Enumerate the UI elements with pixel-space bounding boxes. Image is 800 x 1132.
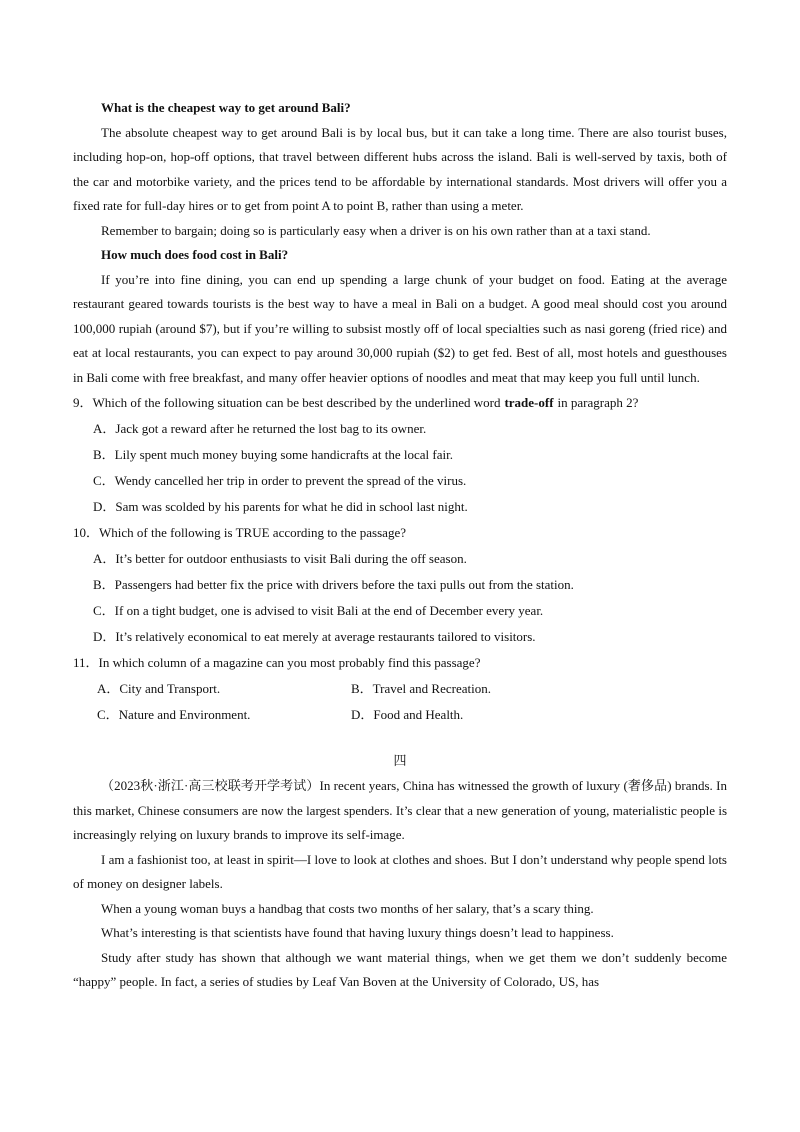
question-11-option-b: B．Travel and Recreation. — [351, 681, 491, 696]
section4-paragraph-2: I am a fashionist too, at least in spirit—I love to look at clothes and shoes. But I don’t understand why people spend lots of money on designer labels. — [73, 851, 727, 891]
section4-paragraph-3: When a young woman buys a handbag that costs two months of her salary, that’s a scary thing. — [101, 900, 594, 916]
question-11-option-a: A．City and Transport. — [97, 681, 221, 696]
paragraph-food: If you’re into fine dining, you can end up spending a large chunk of your budget on food. Eating at the average restaurant geared towards tourists is the best way to have a meal in Bali on a budget. A good meal should cost you around 100,000 rupiah (around $7), but if you’re willing to subsist mostly off of local specialties such as nasi goreng (fried rice) and eat at local restaurants, you can expect to pay around 30,000 rupiah ($2) to get fed. Best of all, most hotels and guesthouses in Bali come with free breakfast, and many offer heavier options of noodles and meat that may keep you full until lunch. — [73, 271, 727, 385]
heading-food-cost: How much does food cost in Bali? — [101, 247, 289, 262]
question-11-option-d: D．Food and Health. — [351, 707, 464, 722]
section4-paragraph-5: Study after study has shown that although we want material things, when we get them we don’t suddenly become “happy” people. In fact, a series of studies by Leaf Van Boven at the University of Colorado, US, has — [73, 949, 727, 989]
document-page — [73, 96, 727, 995]
question-10-option-b: B．Passengers had better fix the price with drivers before the taxi pulls out from the station. — [93, 577, 574, 592]
paragraph-transport: The absolute cheapest way to get around Bali is by local bus, but it can take a long time. There are also tourist buses, including hop-on, hop-off options, that travel between different hubs across the island. Bali is well-served by taxis, both of the car and motorbike variety, and the prices tend to be affordable by international standards. Most drivers will offer you a fixed rate for full-day hires or to get from point A to point B, rather than using a meter. — [73, 124, 727, 213]
section4-paragraph-1: （2023秋·浙江·高三校联考开学考试）In recent years, China has witnessed the growth of luxury (奢侈品) brands. In this market, Chinese consumers are now the largest spenders. It’s clear that a new generation of young, materialistic people is increasingly relying on luxury brands to improve its self-image. — [73, 778, 727, 842]
question-9-option-b: B．Lily spent much money buying some handicrafts at the local fair. — [93, 447, 453, 462]
question-10-option-c: C．If on a tight budget, one is advised to visit Bali at the end of December every year. — [93, 603, 544, 618]
question-11-options-row-2 — [73, 702, 727, 728]
keyword-trade-off: trade-off — [504, 395, 554, 410]
question-11-options-row-1 — [73, 676, 727, 702]
question-10-option-a: A．It’s better for outdoor enthusiasts to visit Bali during the off season. — [93, 551, 467, 566]
question-10: 10．Which of the following is TRUE according to the passage? — [73, 525, 406, 540]
question-9-option-d: D．Sam was scolded by his parents for what he did in school last night. — [93, 499, 468, 514]
heading-cheapest-way: What is the cheapest way to get around Bali? — [101, 100, 351, 115]
question-9-option-a: A．Jack got a reward after he returned the lost bag to its owner. — [93, 421, 427, 436]
paragraph-bargain: Remember to bargain; doing so is particularly easy when a driver is on his own rather than at a taxi stand. — [101, 222, 651, 238]
section-number: 四 — [393, 753, 407, 768]
question-9 — [73, 390, 727, 416]
question-9-option-c: C．Wendy cancelled her trip in order to prevent the spread of the virus. — [93, 473, 467, 488]
question-11-option-c: C．Nature and Environment. — [97, 707, 251, 722]
question-11: 11．In which column of a magazine can you most probably find this passage? — [73, 655, 481, 670]
question-10-option-d: D．It’s relatively economical to eat merely at average restaurants tailored to visitors. — [93, 629, 536, 644]
question-9-stem-after: in paragraph 2? — [557, 395, 639, 410]
question-9-stem-before: 9．Which of the following situation can be best described by the underlined word — [73, 395, 501, 410]
section4-paragraph-4: What’s interesting is that scientists have found that having luxury things doesn’t lead to happiness. — [101, 925, 614, 940]
